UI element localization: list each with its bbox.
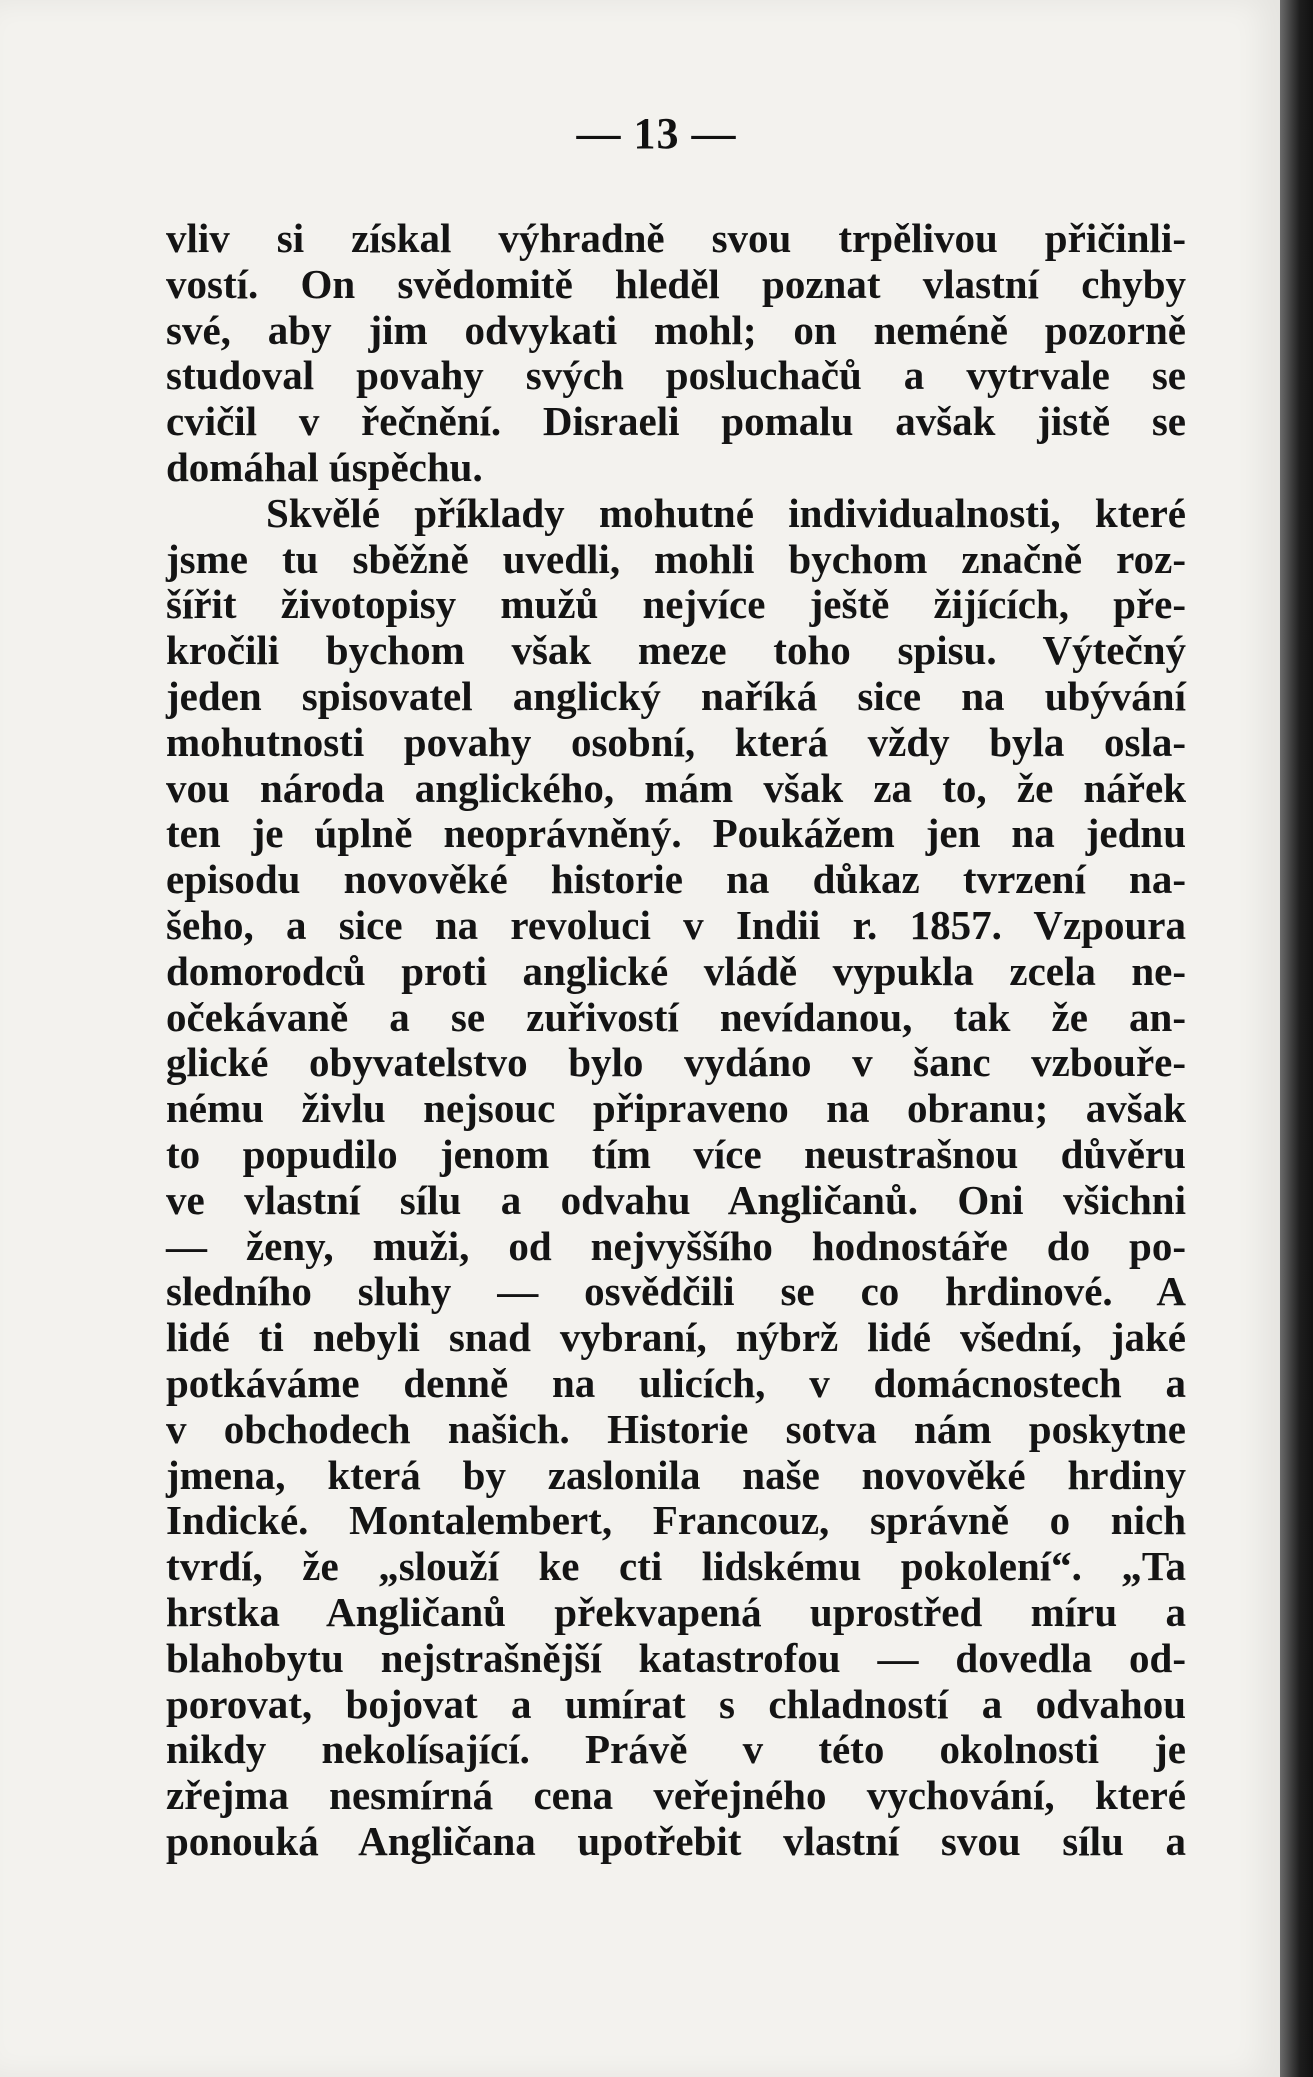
text-line: cvičil v řečnění. Disraeli pomalu avšak jistě se (166, 398, 1186, 445)
text-line: zřejma nesmírná cena veřejného vychování, které (166, 1772, 1186, 1819)
text-line: to popudilo jenom tím více neustrašnou důvěru (166, 1130, 1186, 1177)
text-line: jsme tu sběžně uvedli, mohli bychom značně roz- (166, 535, 1186, 582)
text-line: domorodců proti anglické vládě vypukla zcela ne- (166, 947, 1186, 994)
text-line: ve vlastní sílu a odvahu Angličanů. Oni všichni (166, 1176, 1186, 1223)
text-line: kročili bychom však meze toho spisu. Výtečný (166, 627, 1186, 674)
text-line: vliv si získal výhradně svou trpělivou přičinli- (166, 215, 1186, 261)
text-line: šířit životopisy mužů nejvíce ještě žijících, pře- (166, 581, 1186, 628)
text-line: jmena, která by zaslonila naše novověké hrdiny (166, 1451, 1186, 1498)
text-line: Skvělé příklady mohutné individualnosti, které (266, 489, 1186, 536)
text-line: mohutnosti povahy osobní, která vždy byla osla- (166, 718, 1186, 765)
text-line: ponouká Angličana upotřebit vlastní svou sílu a (166, 1817, 1186, 1864)
text-line: potkáváme denně na ulicích, v domácnostech a (166, 1359, 1186, 1406)
text-line: sledního sluhy — osvědčili se co hrdinové. A (166, 1268, 1186, 1315)
text-line: tvrdí, že „slouží ke cti lidskému pokolení“. „Ta (166, 1543, 1186, 1590)
text-line: hrstka Angličanů překvapená uprostřed míru a (166, 1588, 1186, 1635)
text-line: glické obyvatelstvo bylo vydáno v šanc vzbouře- (166, 1039, 1186, 1086)
book-binding-edge (1280, 0, 1313, 2077)
text-line: domáhal úspěchu. (166, 443, 483, 490)
text-line: vostí. On svědomitě hleděl poznat vlastní chyby (166, 260, 1186, 307)
text-line: šeho, a sice na revoluci v Indii r. 1857. Vzpoura (166, 901, 1186, 948)
text-line: studoval povahy svých posluchačů a vytrvale se (166, 352, 1186, 399)
text-line: episodu novověké historie na důkaz tvrzení na- (166, 856, 1186, 903)
body-text (166, 216, 1186, 1865)
text-line: nikdy nekolísající. Právě v této okolnosti je (166, 1726, 1186, 1773)
text-line: vou národa anglického, mám však za to, že nářek (166, 764, 1186, 811)
text-line: jeden spisovatel anglický naříká sice na ubývání (166, 672, 1186, 719)
text-line: své, aby jim odvykati mohl; on neméně pozorně (166, 306, 1186, 353)
text-line: ten je úplně neoprávněný. Poukážem jen na jednu (166, 810, 1186, 857)
text-line: lidé ti nebyli snad vybraní, nýbrž lidé všední, jaké (166, 1314, 1186, 1361)
text-line: očekávaně a se zuřivostí nevídanou, tak že an- (166, 993, 1186, 1040)
text-line: porovat, bojovat a umírat s chladností a odvahou (166, 1680, 1186, 1727)
text-line: blahobytu nejstrašnější katastrofou — dovedla od- (166, 1634, 1186, 1681)
text-line: Indické. Montalembert, Francouz, správně o nich (166, 1497, 1186, 1544)
text-line: — ženy, muži, od nejvyššího hodnostáře do po- (166, 1222, 1186, 1269)
text-line: nému živlu nejsouc připraveno na obranu; avšak (166, 1085, 1186, 1132)
text-line: v obchodech našich. Historie sotva nám poskytne (166, 1405, 1186, 1452)
page-number: — 13 — (576, 109, 737, 158)
